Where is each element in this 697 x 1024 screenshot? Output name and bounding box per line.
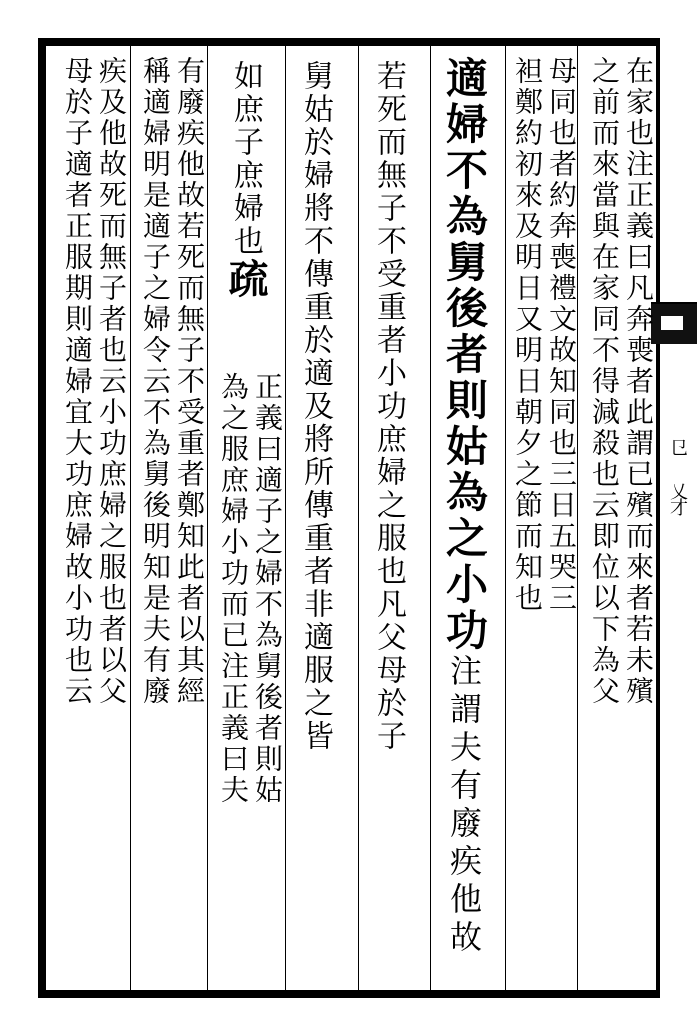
- column-rule: [358, 46, 359, 990]
- subcommentary-subline-left: 稱適婦明是適子之婦令云不為舅後明知是夫有廢: [139, 56, 172, 707]
- annotation-column-3: [222, 60, 269, 300]
- binding-tab-mark: [651, 302, 697, 344]
- edge-glyph-3: 才: [670, 498, 688, 519]
- frame-bottom-border: [38, 990, 660, 998]
- commentary-subline-left: 之前而來當與在家同不得減殺也云即位以下為父: [588, 56, 621, 707]
- frame-top-border: [38, 38, 660, 46]
- commentary-column-1: [583, 56, 655, 707]
- subcommentary-subline-right: 有廢疾他故若死而無子不受重者鄭知此者以其經: [173, 56, 206, 707]
- classic-text: 適婦不為舅後者則姑為之小功: [440, 56, 489, 654]
- column-rule: [285, 46, 286, 990]
- commentary-column-2: [510, 56, 578, 614]
- subcommentary-subline-left: 母於子適者正服期則適婦宜大功庶婦故小功也云: [61, 56, 94, 707]
- annotation-column-2: [295, 60, 335, 753]
- subcommentary-column-1: [212, 372, 284, 806]
- annotation-text: 若死而無子不受重者小功庶婦之服也凡父母於子: [371, 60, 406, 753]
- commentary-subline-right: 在家也注正義曰凡奔喪者此謂已殯而來者若未殯: [622, 56, 655, 707]
- annotation-gloss: 注謂夫有廢疾他故: [445, 654, 483, 958]
- subcommentary-subline-right: 疾及他故死而無子者也云小功庶婦之服也者以父: [95, 56, 128, 707]
- annotation-text: 如庶子庶婦也: [228, 60, 263, 258]
- subcommentary-column-2: [134, 56, 206, 707]
- annotation-column-1: [368, 60, 408, 753]
- frame-left-border: [38, 38, 46, 998]
- annotation-text: 舅姑於婦將不傳重於適及將所傳重者非適服之皆: [298, 60, 333, 753]
- subcommentary-column-3: [54, 56, 128, 707]
- commentary-subline-right: 母同也者約奔喪禮文故知同也三日五哭三: [545, 56, 578, 614]
- column-rule: [505, 46, 506, 990]
- column-rule: [430, 46, 431, 990]
- subcommentary-subline-left: 為之服庶婦小功而已注正義曰夫: [217, 372, 250, 806]
- column-rule: [130, 46, 131, 990]
- classic-text-column: [436, 56, 492, 958]
- subcommentary-subline-right: 正義曰適子之婦不為舅後者則姑: [251, 372, 284, 806]
- column-rule: [207, 46, 208, 990]
- edge-glyph-2: 乂: [670, 482, 688, 503]
- subcommentary-marker: 疏: [222, 258, 269, 300]
- commentary-subline-left: 袒鄭約初來及明日又明日朝夕之節而知也: [511, 56, 544, 614]
- edge-glyph-1: 㔾: [670, 438, 688, 459]
